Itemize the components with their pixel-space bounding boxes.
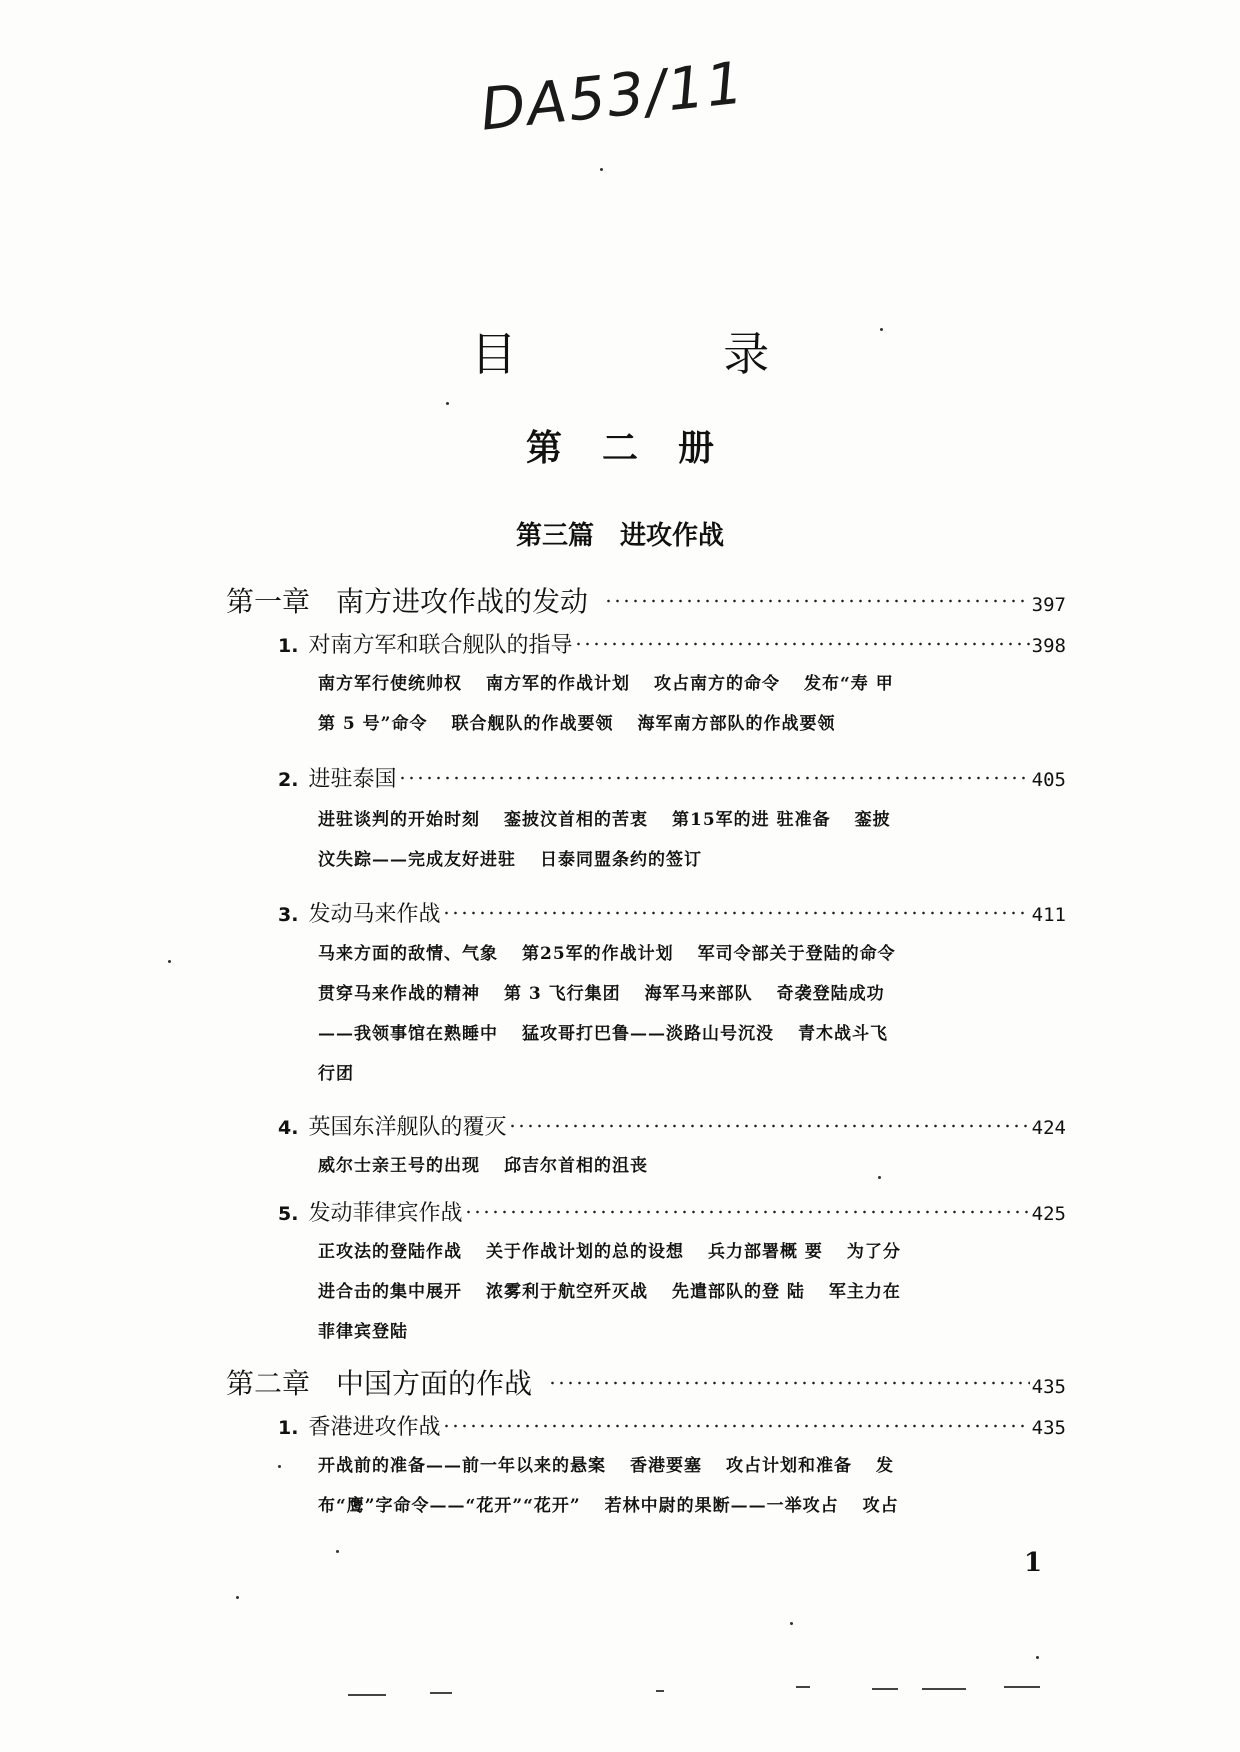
dot-leader	[604, 583, 1030, 611]
scan-speck	[1036, 1656, 1039, 1659]
topic: 马来方面的敌情、气象	[318, 944, 498, 964]
topic: 进驻谈判的开始时刻	[318, 810, 480, 830]
scan-dash	[922, 1688, 966, 1690]
topic: 銮披	[854, 810, 891, 830]
dot-leader	[398, 764, 1029, 786]
section-topics	[318, 1146, 1038, 1186]
topic: 军主力在	[828, 1282, 901, 1302]
topic-line	[318, 974, 1038, 1014]
scan-dash	[1004, 1686, 1040, 1688]
volume-title: 第二册	[525, 427, 754, 469]
topic: 南方军行使统帅权	[318, 674, 462, 694]
section-title: 对南方军和联合舰队的指导	[308, 633, 573, 658]
section-number: 1.	[278, 635, 299, 657]
topic: 香港要塞	[630, 1456, 702, 1476]
topic: 第15军的进 驻准备	[672, 810, 831, 830]
topic: 为了分	[846, 1242, 901, 1262]
handwritten-archive-mark: DA53/11	[477, 48, 749, 144]
section-topics	[318, 1232, 1038, 1352]
topic-line	[318, 1232, 1038, 1272]
part-title	[0, 515, 1240, 552]
topic-line	[318, 1312, 1038, 1352]
topic-line	[318, 1446, 1038, 1486]
topic: 海军南方部队的作战要领	[637, 714, 836, 734]
topic: 威尔士亲王号的出现	[318, 1156, 480, 1176]
topic-line	[318, 664, 1038, 704]
topic: ——我领事馆在熟睡中	[318, 1024, 498, 1044]
section-page: 425	[1031, 1203, 1066, 1225]
section-number: 2.	[278, 769, 299, 791]
chapter-title: 南方进攻作战的发动	[336, 585, 589, 618]
scan-dash	[430, 1692, 452, 1694]
topic-line	[318, 1146, 1038, 1186]
toc-section[interactable]	[278, 762, 1066, 793]
section-topics	[318, 934, 1038, 1094]
scan-speck	[878, 1176, 881, 1179]
topic: 海军马来部队	[644, 984, 753, 1004]
chapter-page: 435	[1031, 1376, 1066, 1398]
topic: 若林中尉的果断——一举攻占	[604, 1496, 839, 1516]
topic: 攻占	[862, 1496, 899, 1516]
dot-leader	[442, 899, 1029, 921]
toc-section[interactable]	[278, 1110, 1066, 1141]
topic: 进合击的集中展开	[318, 1282, 462, 1302]
toc-section[interactable]	[278, 1196, 1066, 1227]
page-number: 1	[1024, 1548, 1043, 1578]
topic-line	[318, 1054, 1038, 1094]
toc-chapter-2[interactable]	[226, 1362, 1066, 1402]
topic: 邱吉尔首相的沮丧	[504, 1156, 648, 1176]
topic: 第 3 飞行集团	[504, 984, 621, 1004]
chapter-title: 中国方面的作战	[336, 1367, 533, 1400]
topic: 第 5 号”命令	[318, 714, 428, 734]
chapter-label: 第一章	[226, 585, 311, 618]
section-number: 3.	[278, 904, 299, 926]
scan-dash	[796, 1686, 810, 1688]
topic: 联合舰队的作战要领	[451, 714, 614, 734]
scan-speck	[336, 1550, 339, 1553]
topic: 奇袭登陆成功	[776, 984, 885, 1004]
topic: 第25军的作战计划	[522, 944, 674, 964]
topic: 浓雾利于航空歼灭战	[486, 1282, 648, 1302]
topic: 关于作战计划的总的设想	[486, 1242, 684, 1262]
section-topics	[318, 664, 1038, 744]
topic: 行团	[318, 1064, 354, 1084]
scan-speck	[880, 328, 883, 331]
dot-leader	[574, 630, 1029, 652]
topic: 攻占计划和准备	[726, 1456, 852, 1476]
topic: 日泰同盟条约的签订	[540, 850, 702, 870]
scan-speck	[236, 1596, 239, 1599]
section-title: 进驻泰国	[308, 767, 397, 792]
section-number: 5.	[278, 1203, 299, 1225]
scan-speck	[278, 1465, 281, 1468]
chapter-page: 397	[1031, 594, 1066, 616]
section-page: 435	[1031, 1417, 1066, 1439]
section-title: 发动菲律宾作战	[308, 1201, 463, 1226]
section-page: 398	[1031, 635, 1066, 657]
topic-line	[318, 800, 1038, 840]
scan-dash	[872, 1688, 898, 1690]
scan-speck	[168, 960, 171, 963]
topic: 开战前的准备——前一年以来的悬案	[318, 1456, 606, 1476]
section-number: 4.	[278, 1117, 299, 1139]
part-name: 进攻作战	[620, 521, 725, 551]
scan-speck	[446, 402, 449, 405]
topic: 贯穿马来作战的精神	[318, 984, 480, 1004]
scan-dash	[656, 1690, 664, 1692]
toc-section[interactable]	[278, 628, 1066, 659]
topic-line	[318, 704, 1038, 744]
topic-line	[318, 840, 1038, 880]
dot-leader	[442, 1412, 1029, 1434]
topic: 军司令部关于登陆的命令	[697, 944, 896, 964]
section-title: 英国东洋舰队的覆灭	[308, 1115, 507, 1140]
chapter-label: 第二章	[226, 1367, 311, 1400]
topic: 发	[876, 1456, 894, 1476]
dot-leader	[508, 1112, 1029, 1134]
section-page: 424	[1031, 1117, 1066, 1139]
topic: 攻占南方的命令	[654, 674, 780, 694]
part-number: 第三篇	[515, 521, 594, 551]
section-number: 1.	[278, 1417, 299, 1439]
section-topics	[318, 800, 1038, 880]
scan-dash	[348, 1694, 386, 1696]
topic: 猛攻哥打巴鲁——淡路山号沉没	[522, 1024, 774, 1044]
toc-chapter-1[interactable]	[226, 580, 1066, 620]
section-title: 香港进攻作战	[308, 1415, 441, 1440]
topic: 南方军的作战计划	[486, 674, 630, 694]
topic: 布“鹰”字命令——“花开”“花开”	[318, 1496, 581, 1516]
page-title: 目 录	[470, 327, 866, 381]
topic: 正攻法的登陆作战	[318, 1242, 462, 1262]
toc-section[interactable]	[278, 897, 1066, 928]
topic: 发布“寿 甲	[804, 674, 894, 694]
scan-speck	[600, 168, 603, 171]
section-page: 405	[1031, 769, 1066, 791]
section-topics	[318, 1446, 1038, 1526]
topic: 菲律宾登陆	[318, 1322, 408, 1342]
topic: 青木战斗飞	[798, 1024, 888, 1044]
topic: 兵力部署概 要	[708, 1242, 823, 1262]
dot-leader	[464, 1198, 1029, 1220]
topic: 汶失踪——完成友好进驻	[318, 850, 516, 870]
scan-speck	[790, 1622, 793, 1625]
topic-line	[318, 934, 1038, 974]
section-page: 411	[1031, 904, 1066, 926]
topic-line	[318, 1272, 1038, 1312]
topic: 先遣部队的登 陆	[672, 1282, 805, 1302]
dot-leader	[548, 1365, 1030, 1393]
topic-line	[318, 1486, 1038, 1526]
topic-line	[318, 1014, 1038, 1054]
section-title: 发动马来作战	[308, 902, 441, 927]
toc-section[interactable]	[278, 1410, 1066, 1441]
topic: 銮披汶首相的苦衷	[504, 810, 648, 830]
